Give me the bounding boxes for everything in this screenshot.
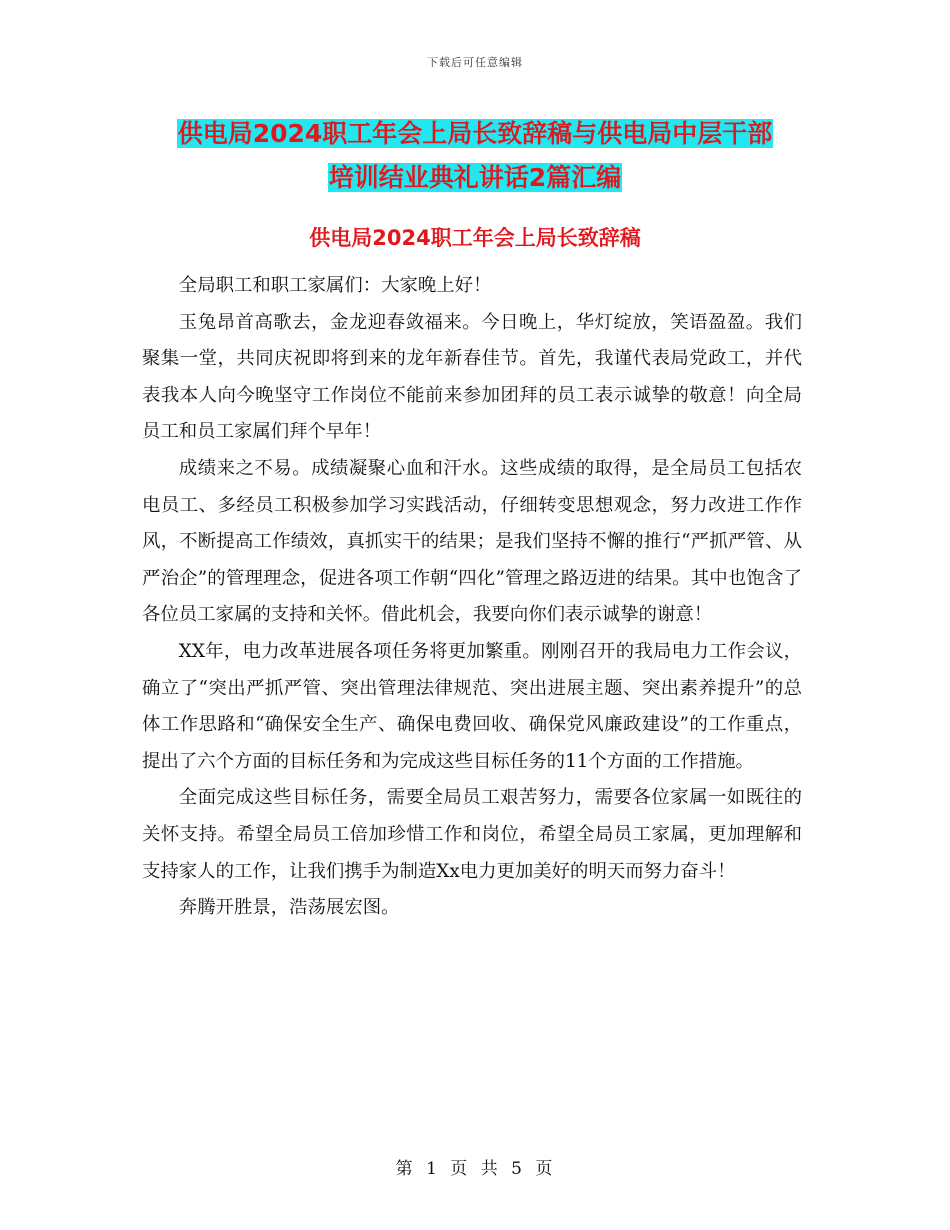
- document-title-line-1: 供电局2024职工年会上局长致辞稿与供电局中层干部: [177, 119, 773, 148]
- document-body: [142, 268, 802, 927]
- document-title: [0, 112, 950, 200]
- paragraph: XX年，电力改革进展各项任务将更加繁重。刚刚召开的我局电力工作会议，确立了“突出严抓严管、突出管理法律规范、突出进展主题、突出素养提升”的总体工作思路和“确保安全生产、确保电费回收、确保党风廉政建设”的工作重点，提出了六个方面的目标任务和为完成这些目标任务的11个方面的工作措施。: [142, 640, 802, 772]
- page-footer: 第 1 页 共 5 页: [395, 1159, 555, 1179]
- section-title: 供电局2024职工年会上局长致辞稿: [309, 226, 641, 250]
- paragraph: 奔腾开胜景，浩荡展宏图。: [178, 897, 400, 919]
- paragraph: 成绩来之不易。成绩凝聚心血和汗水。这些成绩的取得，是全局员工包括农电员工、多经员工积极参加学习实践活动，仔细转变思想观念，努力改进工作作风，不断提高工作绩效，真抓实干的结果；是我们坚持不懈的推行“严抓严管、从严治企”的管理理念，促进各项工作朝“四化”管理之路迈进的结果。其中也饱含了各位员工家属的支持和关怀。借此机会，我要向你们表示诚挚的谢意！: [142, 457, 802, 626]
- paragraph: 玉兔昂首高歌去，金龙迎春敛福来。今日晚上，华灯绽放，笑语盈盈。我们聚集一堂，共同庆祝即将到来的龙年新春佳节。首先，我谨代表局党政工，并代表我本人向今晚坚守工作岗位不能前来参加团拜的员工表示诚挚的敬意！向全局员工和员工家属们拜个早年！: [142, 311, 802, 443]
- document-title-line-2: 培训结业典礼讲话2篇汇编: [328, 163, 622, 192]
- header-note: 下载后可任意编辑: [427, 56, 523, 69]
- paragraph: 全面完成这些目标任务，需要全局员工艰苦努力，需要各位家属一如既往的关怀支持。希望全局员工倍加珍惜工作和岗位，希望全局员工家属，更加理解和支持家人的工作，让我们携手为制造Xx电力更加美好的明天而努力奋斗！: [142, 787, 802, 882]
- paragraph-greeting: 全局职工和职工家属们：大家晚上好！: [178, 275, 492, 296]
